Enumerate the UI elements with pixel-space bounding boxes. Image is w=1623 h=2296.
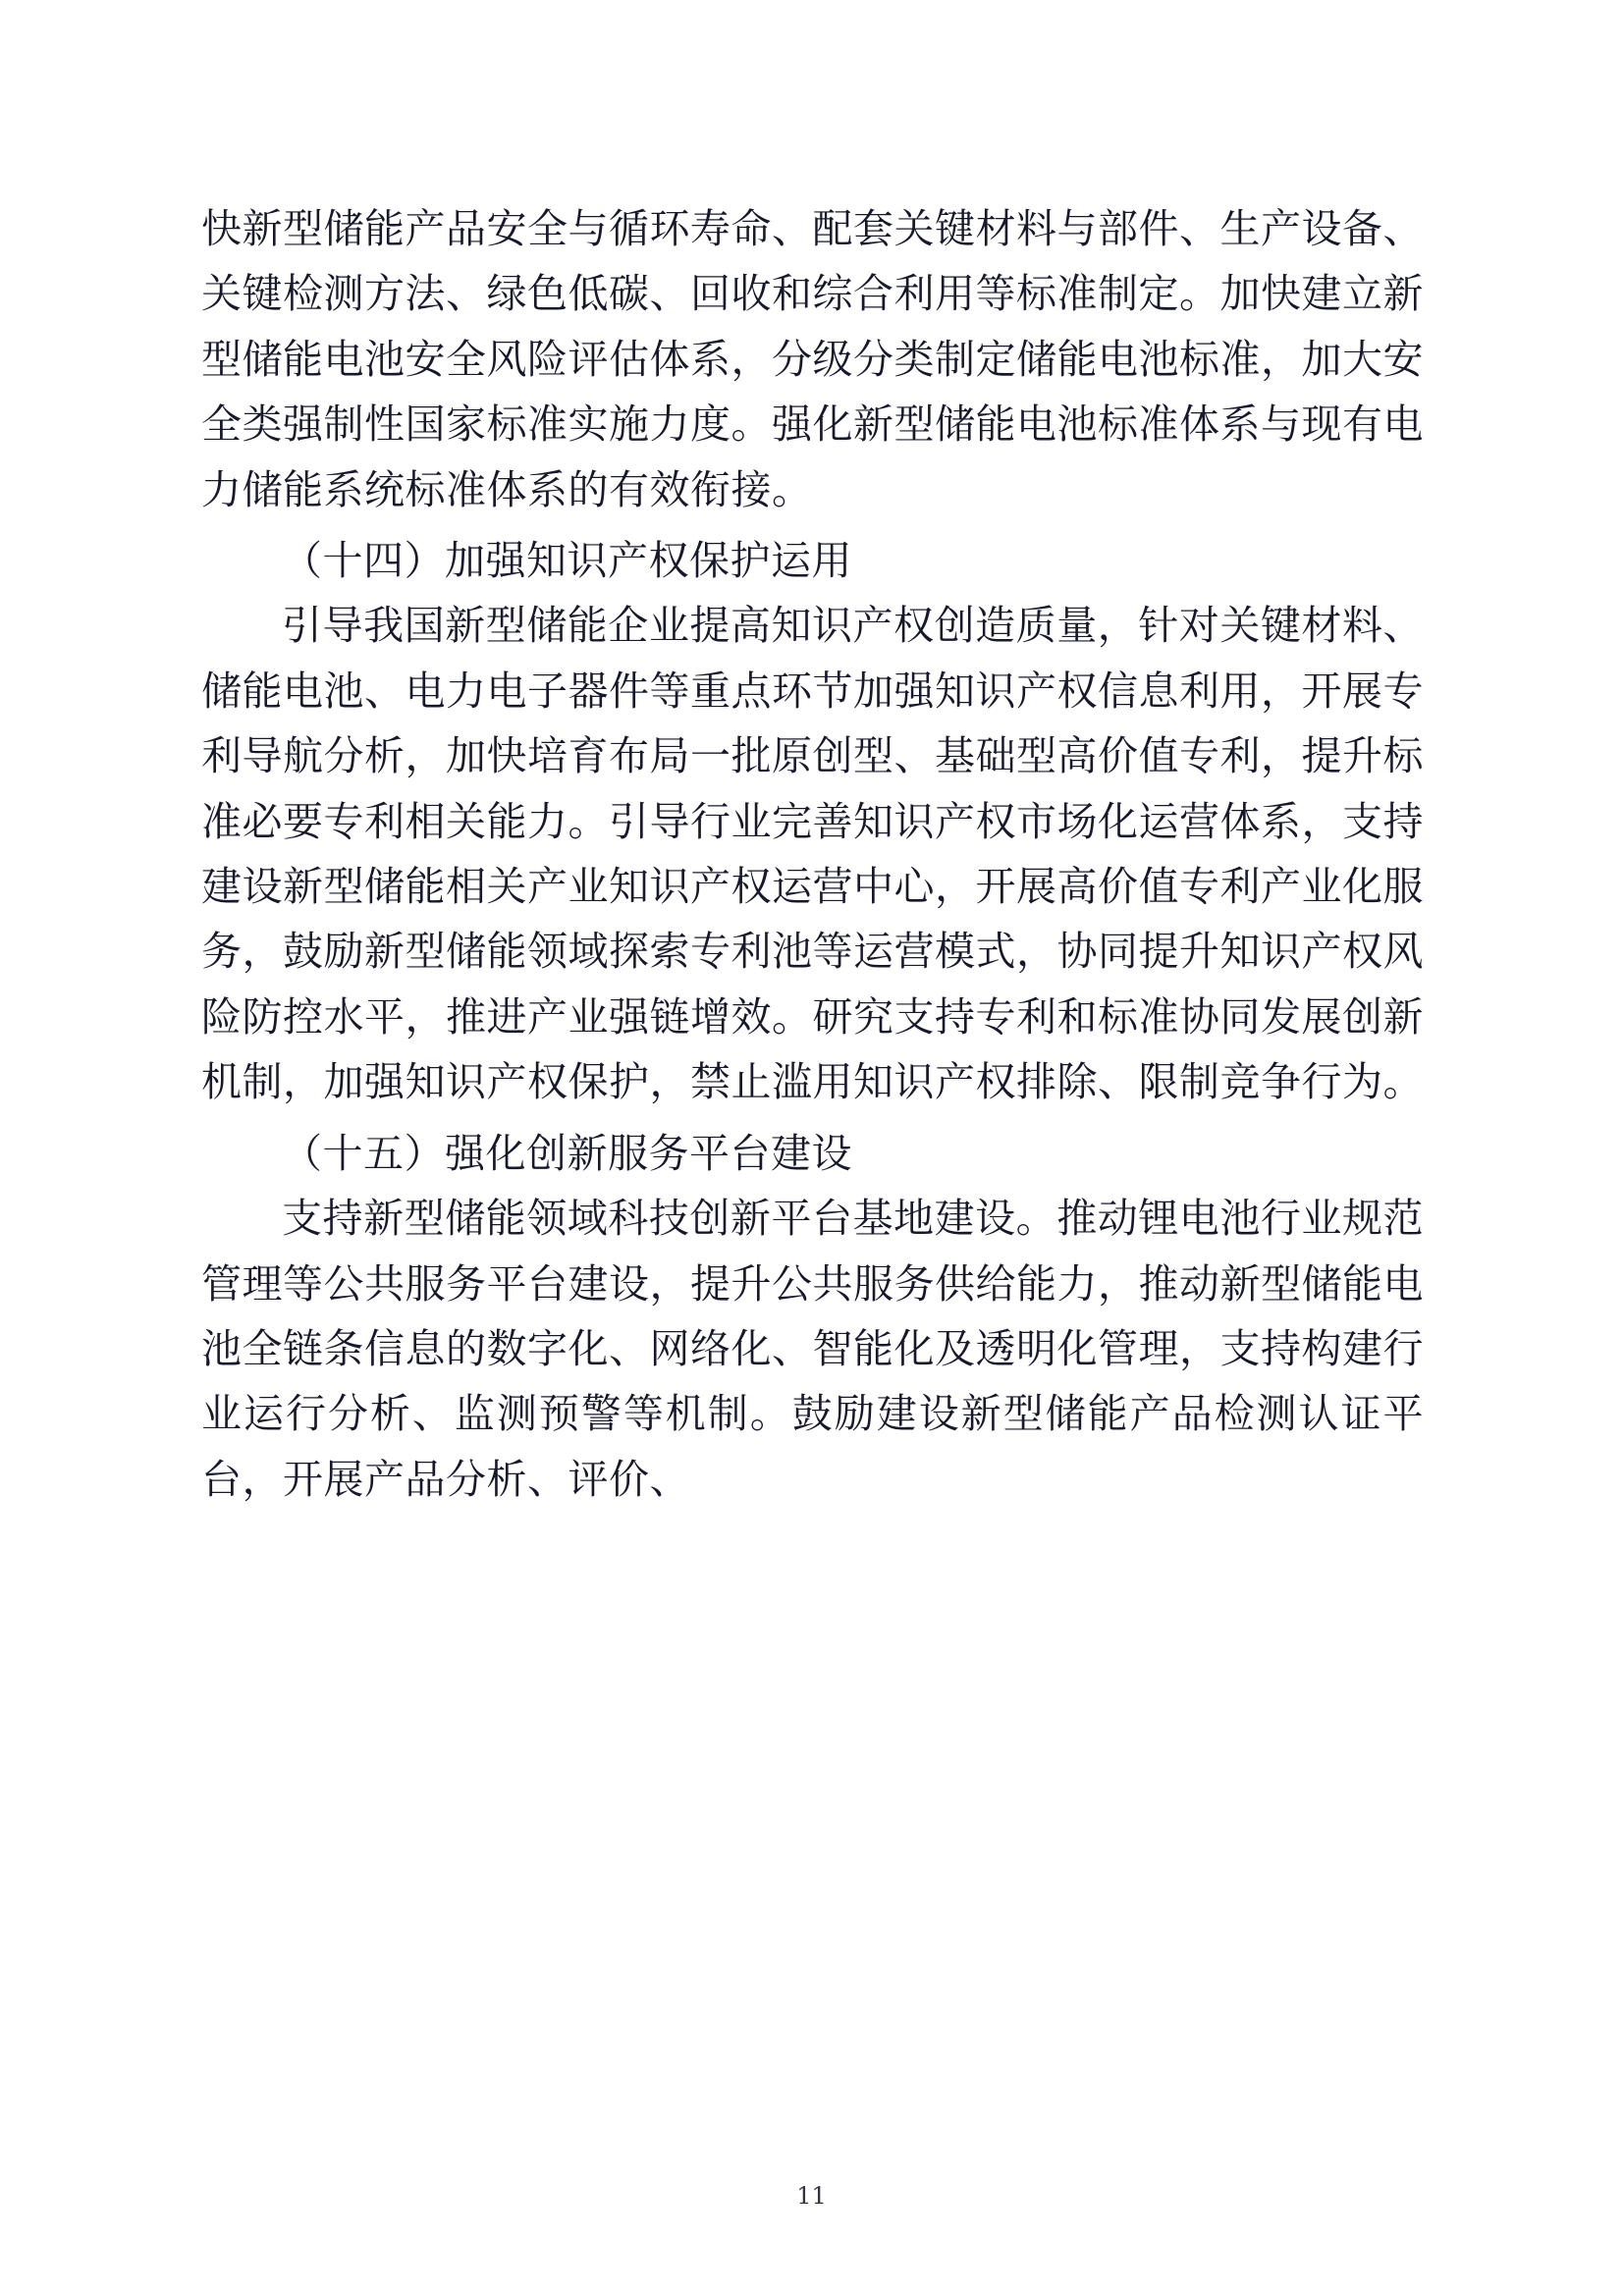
heading-section-15: （十五）强化创新服务平台建设 [282, 1129, 852, 1177]
section-fourteen [201, 528, 1424, 1115]
section-fifteen [201, 1121, 1424, 1512]
paragraph-section-15: 支持新型储能领域科技创新平台基地建设。推动锂电池行业规范管理等公共服务平台建设，提升公共服务供给能力，推动新型储能电池全链条信息的数字化、网络化、智能化及透明化管理，支持构建行业运行分析、监测预警等机制。鼓励建设新型储能产品检测认证平台，开展产品分析、评价、 [201, 1195, 1424, 1503]
paragraph-continued-block [201, 196, 1424, 522]
page-number: 11 [796, 2182, 827, 2210]
document-body [201, 196, 1424, 1512]
paragraph-continued: 快新型储能产品安全与循环寿命、配套关键材料与部件、生产设备、关键检测方法、绿色低碳、回收和综合利用等标准制定。加快建立新型储能电池安全风险评估体系，分级分类制定储能电池标准，加大安全类强制性国家标准实施力度。强化新型储能电池标准体系与现有电力储能系统标准体系的有效衔接。 [201, 205, 1424, 513]
heading-section-14: （十四）加强知识产权保护运用 [282, 537, 852, 585]
paragraph-section-14: 引导我国新型储能企业提高知识产权创造质量，针对关键材料、储能电池、电力电子器件等重点环节加强知识产权信息利用，开展专利导航分析，加快培育布局一批原创型、基础型高价值专利，提升标准必要专利相关能力。引导行业完善知识产权市场化运营体系，支持建设新型储能相关产业知识产权运营中心，开展高价值专利产业化服务，鼓励新型储能领域探索专利池等运营模式，协同提升知识产权风险防控水平，推进产业强链增效。研究支持专利和标准协同发展创新机制，加强知识产权保护，禁止滥用知识产权排除、限制竞争行为。 [201, 602, 1424, 1106]
